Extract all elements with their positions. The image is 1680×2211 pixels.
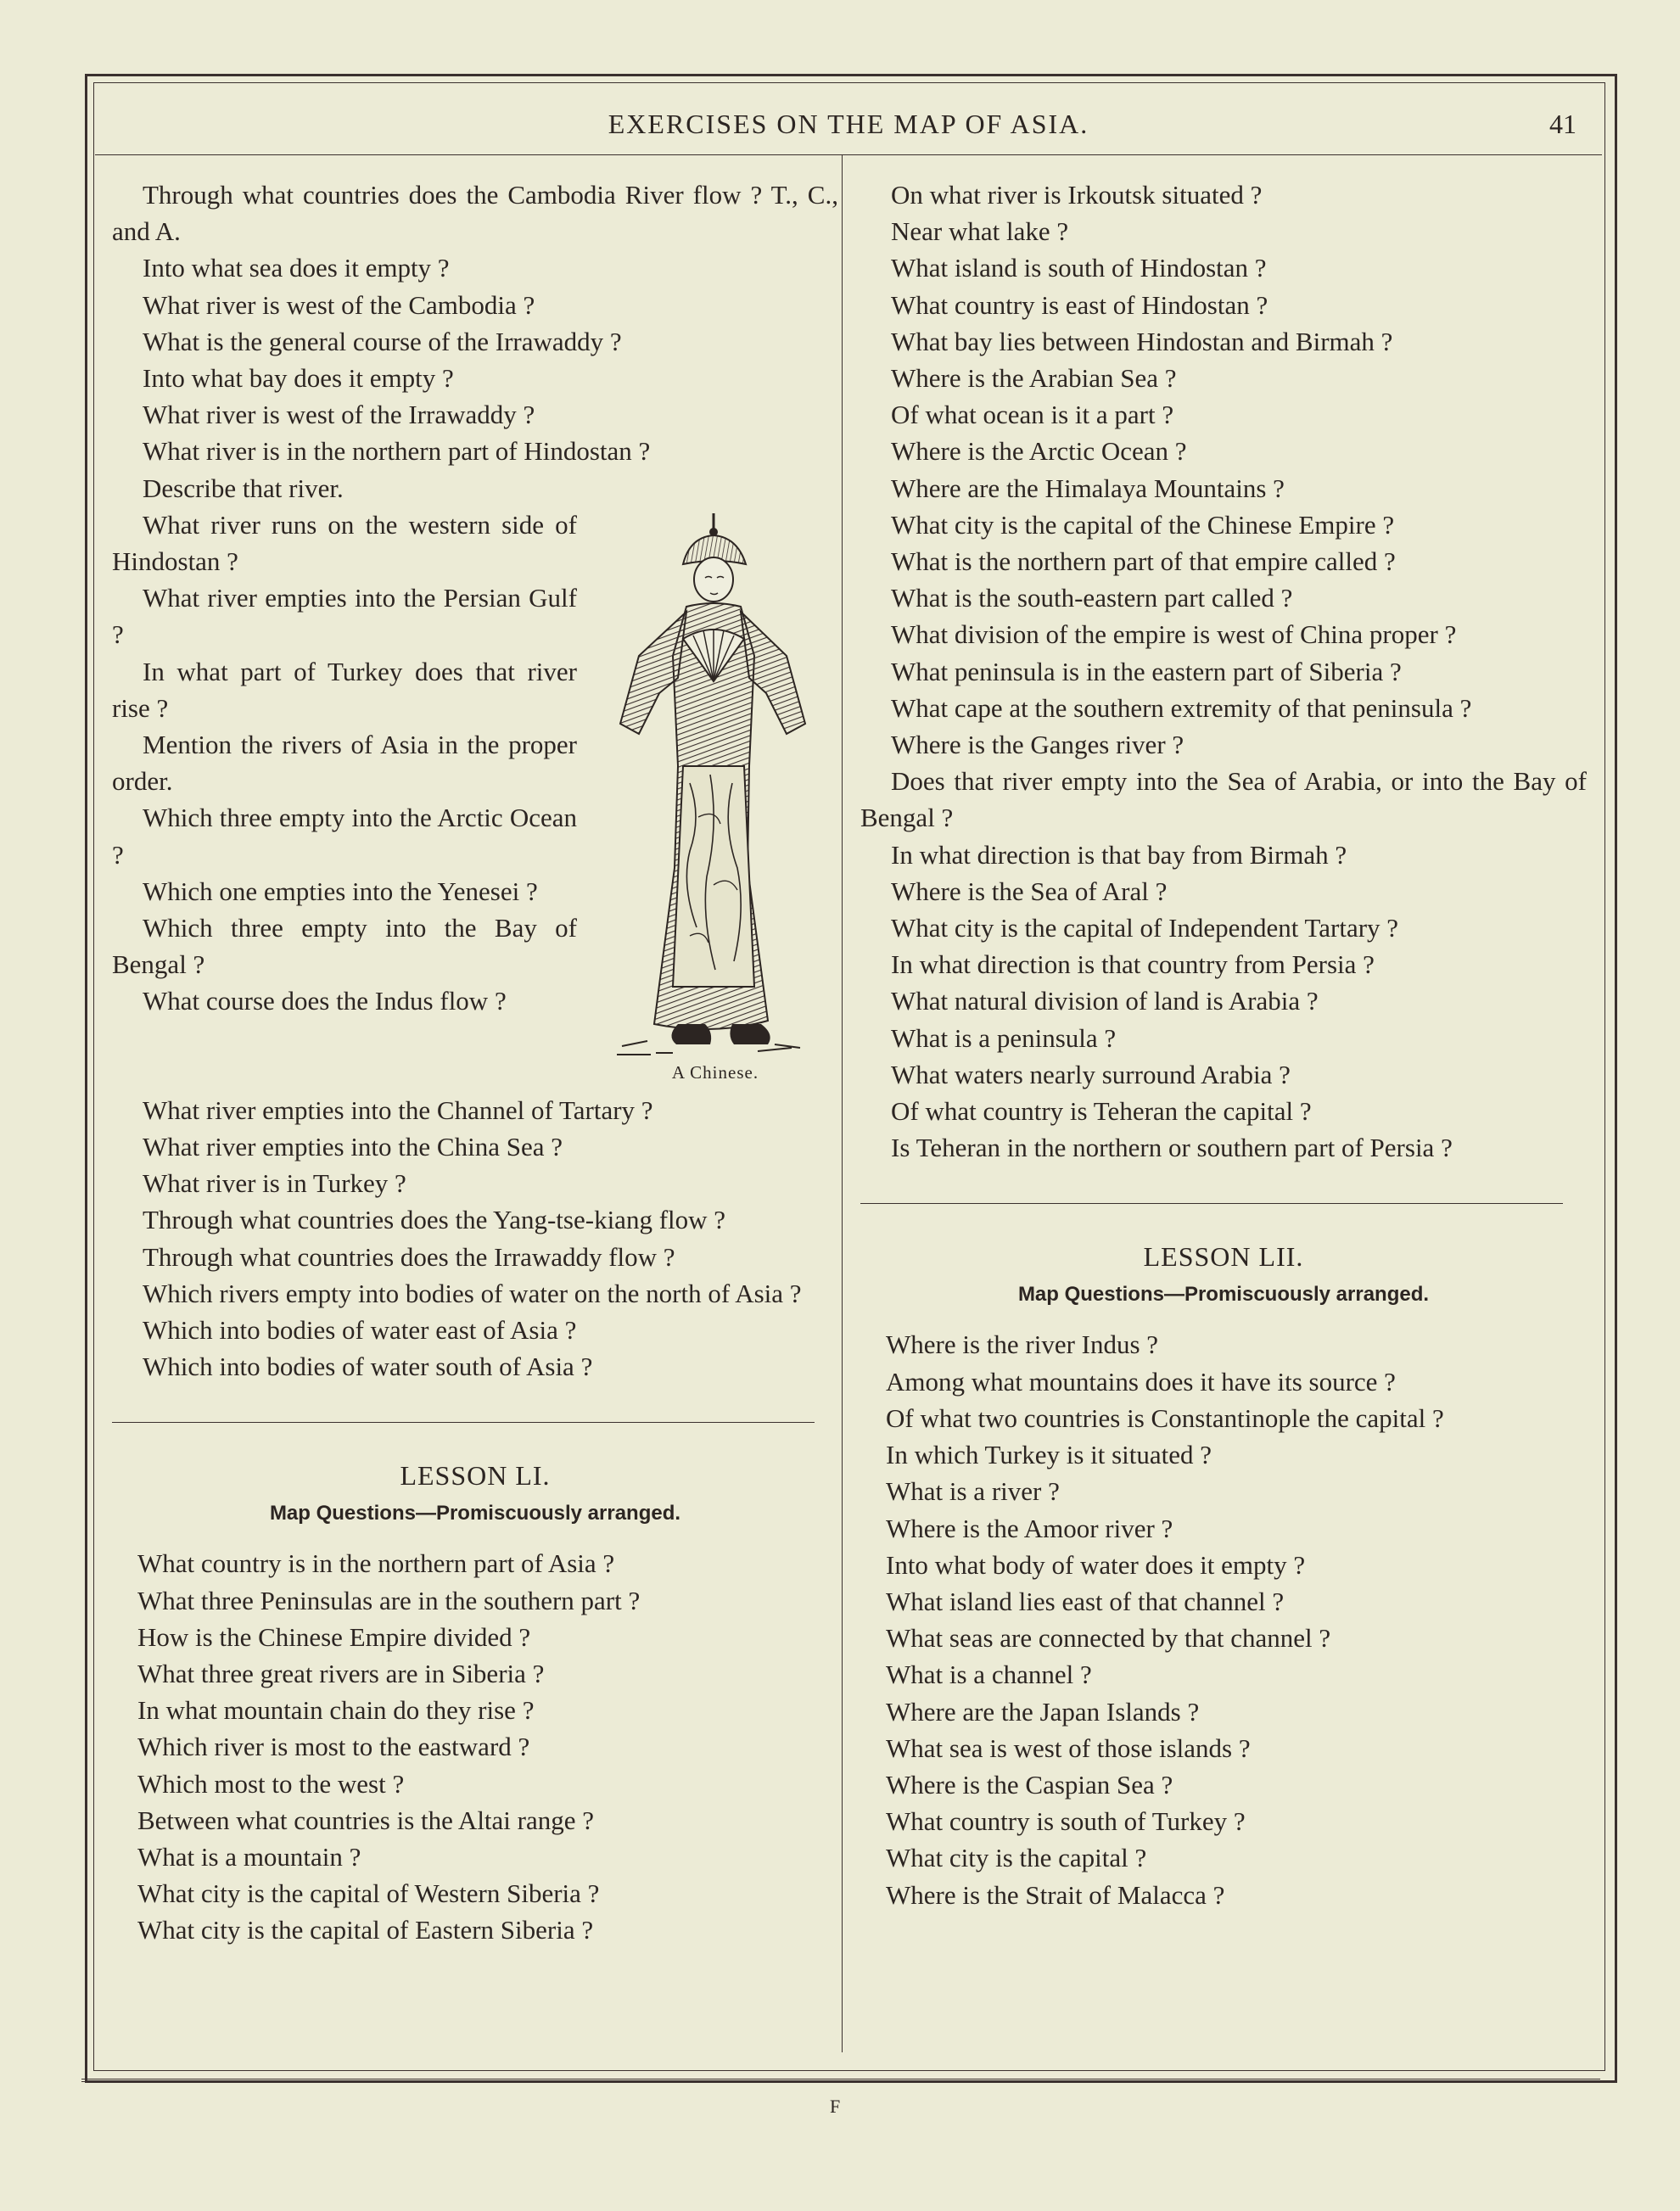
question-list-after-figure (112, 1092, 838, 1385)
question: How is the Chinese Empire divided ? (137, 1621, 531, 1652)
question: Into what sea does it empty ? (143, 253, 450, 283)
column-divider (842, 155, 843, 2052)
question: Where is the river Indus ? (886, 1329, 1159, 1360)
question: What island is south of Hindostan ? (891, 253, 1267, 283)
question: Through what countries does the Irrawaddy flow ? (143, 1241, 675, 1272)
question: What country is in the northern part of Asia ? (137, 1548, 615, 1579)
question: What river is west of the Cambodia ? (143, 289, 535, 320)
lesson-subtitle: Map Questions—Promiscuously arranged. (269, 1502, 681, 1525)
question: What country is east of Hindostan ? (891, 289, 1268, 320)
question: Of what two countries is Constantinople the capital ? (886, 1402, 1444, 1433)
bottom-border (81, 2079, 1600, 2082)
question-list-top (860, 176, 1587, 1166)
question: What country is south of Turkey ? (886, 1806, 1246, 1837)
question: What three great rivers are in Siberia ? (137, 1659, 545, 1689)
left-column (112, 176, 838, 1949)
question: What division of the empire is west of China proper ? (891, 619, 1457, 650)
question: Which three empty into the Bay of Bengal ? (112, 913, 577, 980)
page-number: 41 (1549, 109, 1576, 139)
question: Which river is most to the eastward ? (137, 1732, 530, 1762)
question: Where is the Sea of Aral ? (891, 876, 1168, 906)
question: What is a channel ? (886, 1660, 1092, 1690)
question: Through what countries does the Cambodia River flow ? T., C., and A. (112, 180, 838, 247)
section-divider (860, 1203, 1563, 1204)
question: Which one empties into the Yenesei ? (143, 876, 538, 906)
question: What seas are connected by that channel ? (886, 1623, 1331, 1654)
question: Where is the Caspian Sea ? (886, 1769, 1173, 1800)
question: Among what mountains does it have its source ? (886, 1366, 1396, 1397)
section-divider (112, 1422, 815, 1423)
question: What natural division of land is Arabia ? (891, 986, 1319, 1016)
running-header (95, 100, 1602, 155)
question: Where is the Arctic Ocean ? (891, 436, 1187, 467)
question: What river empties into the Persian Gulf ? (112, 583, 577, 650)
question: Where is the Arabian Sea ? (891, 363, 1177, 394)
figure-caption: A Chinese. (671, 1061, 759, 1083)
question: What is the general course of the Irrawaddy ? (143, 326, 622, 356)
question: Which three empty into the Arctic Ocean ? (112, 803, 577, 870)
question: What river is in the northern part of Hindostan ? (143, 436, 651, 467)
question: What river is in Turkey ? (143, 1168, 406, 1199)
page-title: EXERCISES ON THE MAP OF ASIA. (608, 109, 1089, 139)
question: What city is the capital of Independent Tartary ? (891, 913, 1399, 943)
question: In which Turkey is it situated ? (886, 1440, 1212, 1470)
right-column (860, 176, 1587, 1913)
question: Mention the rivers of Asia in the proper order. (112, 730, 577, 797)
lesson-51 (112, 1457, 838, 1948)
question: Which rivers empty into bodies of water on the north of Asia ? (143, 1278, 802, 1308)
signature-mark: F (830, 2096, 841, 2117)
question: What bay lies between Hindostan and Birmah ? (891, 326, 1393, 356)
question: Where is the Amoor river ? (886, 1513, 1173, 1543)
question: What island lies east of that channel ? (886, 1586, 1285, 1616)
question: What river runs on the western side of Hindostan ? (112, 509, 577, 577)
chinese-figure-illustration (592, 512, 838, 1092)
question: Which into bodies of water south of Asia ? (143, 1352, 593, 1382)
question: In what mountain chain do they rise ? (137, 1695, 535, 1726)
question: Describe that river. (143, 473, 344, 503)
question: What city is the capital of the Chinese Empire ? (891, 509, 1395, 540)
question: In what direction is that bay from Birmah ? (891, 839, 1347, 870)
question: Where is the Ganges river ? (891, 730, 1184, 760)
lesson-title: LESSON LI. (400, 1460, 551, 1492)
chinese-figure-engraving (605, 512, 826, 1063)
question: What city is the capital of Eastern Siberia ? (137, 1915, 594, 1945)
question: What is the northern part of that empire called ? (891, 546, 1396, 577)
lesson-subtitle: Map Questions—Promiscuously arranged. (1017, 1283, 1430, 1307)
question: What is a peninsula ? (891, 1022, 1117, 1053)
question: What river empties into the Channel of Tartary ? (143, 1094, 653, 1125)
question: What city is the capital ? (886, 1843, 1147, 1873)
question: What is the south-eastern part called ? (891, 583, 1293, 613)
question: What course does the Indus flow ? (143, 986, 507, 1016)
question: Between what countries is the Altai range ? (137, 1805, 595, 1835)
question: Where are the Japan Islands ? (886, 1696, 1200, 1727)
question: Where are the Himalaya Mountains ? (891, 473, 1285, 503)
question: Does that river empty into the Sea of Arabia, or into the Bay of Bengal ? (860, 766, 1587, 833)
question: Into what bay does it empty ? (143, 363, 454, 394)
question: What waters nearly surround Arabia ? (891, 1059, 1291, 1089)
question: In what part of Turkey does that river rise ? (112, 656, 577, 723)
question: In what direction is that country from Persia ? (891, 949, 1375, 980)
question: What three Peninsulas are in the southern part ? (137, 1585, 641, 1615)
question: Of what country is Teheran the capital ? (891, 1096, 1312, 1127)
question: What peninsula is in the eastern part of Siberia ? (891, 656, 1402, 686)
question-list-top (112, 176, 838, 507)
question: On what river is Irkoutsk situated ? (891, 180, 1263, 210)
question: What cape at the southern extremity of that peninsula ? (891, 692, 1472, 723)
question: What is a river ? (886, 1476, 1060, 1507)
question: What sea is west of those islands ? (886, 1732, 1251, 1763)
question: Through what countries does the Yang-tse-kiang flow ? (143, 1205, 726, 1235)
question: Near what lake ? (891, 216, 1069, 247)
lesson-title: LESSON LII. (1143, 1241, 1304, 1273)
question: Which into bodies of water east of Asia ? (143, 1315, 577, 1346)
question: Is Teheran in the northern or southern part of Persia ? (891, 1133, 1453, 1163)
lesson-52 (860, 1238, 1587, 1912)
question: Which most to the west ? (137, 1768, 405, 1799)
question: What river empties into the China Sea ? (143, 1132, 563, 1162)
question: Of what ocean is it a part ? (891, 400, 1174, 430)
question: Where is the Strait of Malacca ? (886, 1879, 1225, 1910)
question: What is a mountain ? (137, 1842, 361, 1872)
question: What river is west of the Irrawaddy ? (143, 400, 535, 430)
question: What city is the capital of Western Siberia ? (137, 1878, 600, 1909)
question: Into what body of water does it empty ? (886, 1549, 1306, 1580)
